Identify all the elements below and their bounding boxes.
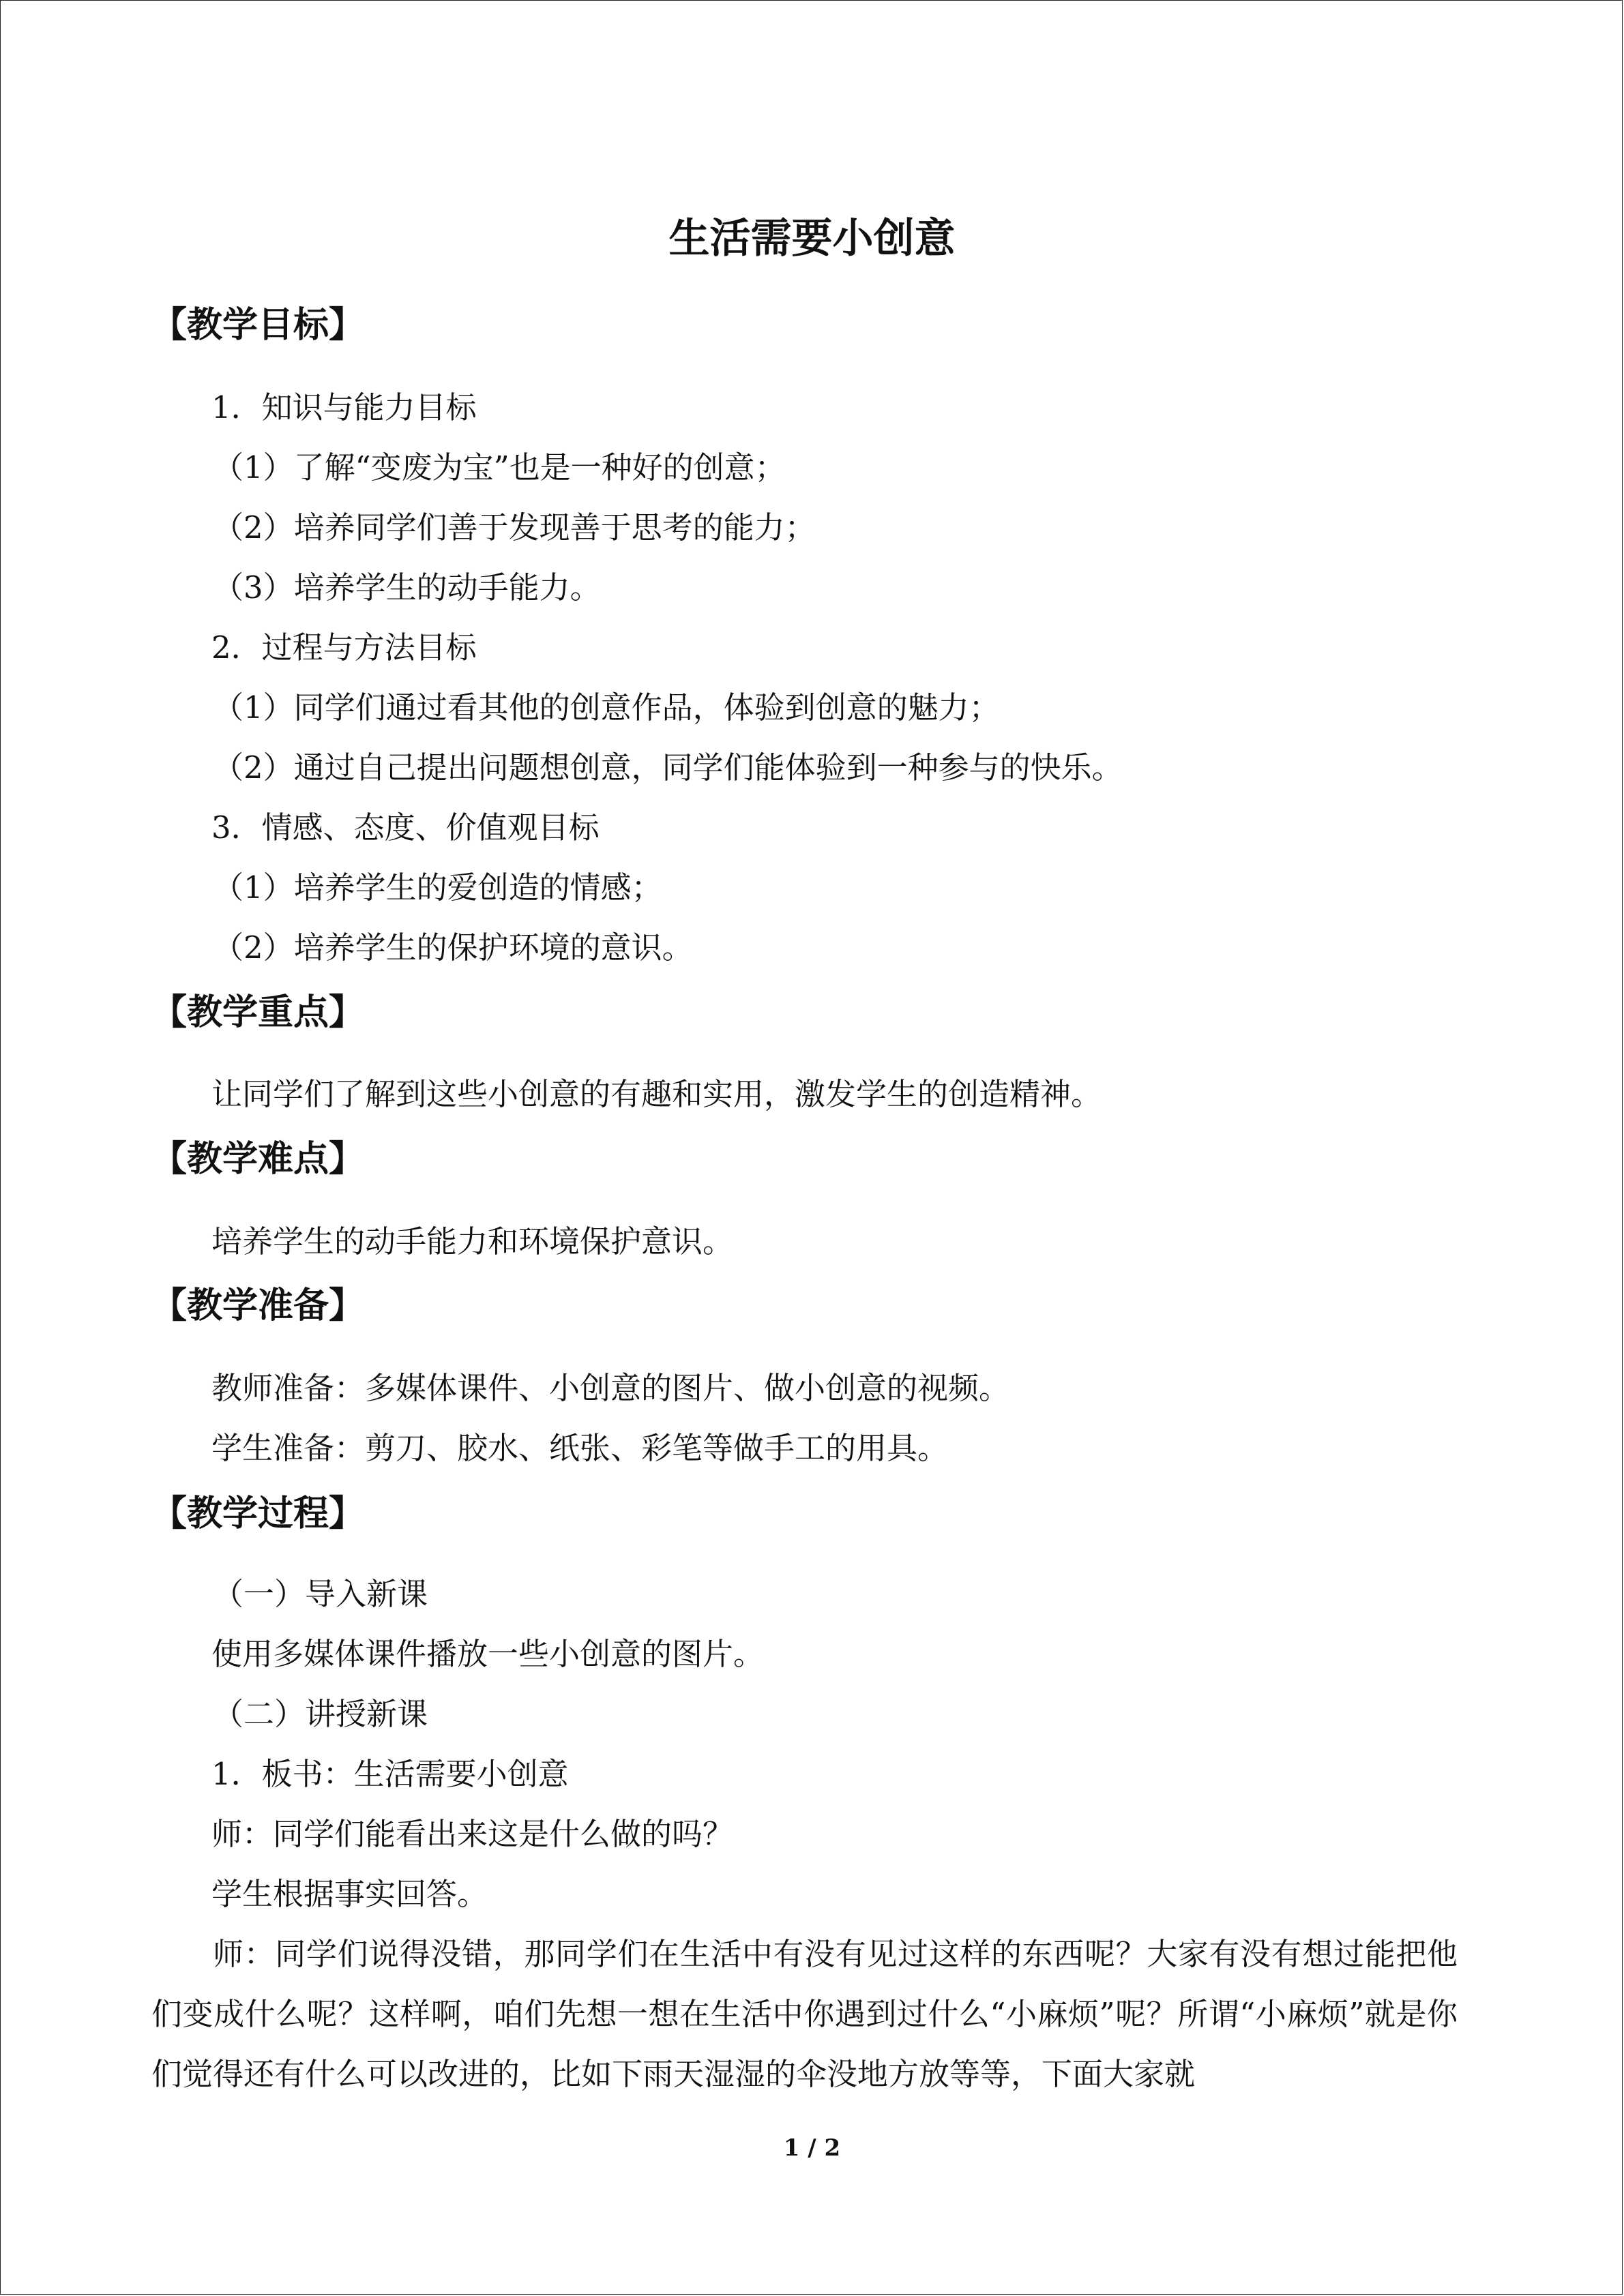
difficulty-line: 培养学生的动手能力和环境保护意识。 [211,1223,734,1259]
process-line: （一）导入新课 [213,1576,428,1612]
process-line: 师：同学们能看出来这是什么做的吗？ [211,1816,734,1852]
section-heading-difficulties: 【教学难点】 [151,1138,365,1180]
objective-line: （1）同学们通过看其他的创意作品，体验到创意的魅力； [213,689,1000,726]
page-number: 1 / 2 [783,2134,841,2162]
objective-line: （3）培养学生的动手能力。 [213,569,601,606]
preparation-line: 教师准备：多媒体课件、小创意的图片、做小创意的视频。 [211,1370,1010,1406]
process-line: （二）讲授新课 [213,1696,428,1732]
preparation-line: 学生准备：剪刀、胶水、纸张、彩笔等做手工的用具。 [211,1430,949,1466]
objective-line: 1．知识与能力目标 [211,389,477,426]
objective-line: 3．情感、态度、价值观目标 [211,809,600,846]
objective-line: 2．过程与方法目标 [211,629,477,666]
process-paragraph: 师：同学们说得没错，那同学们在生活中有没有见过这样的东西呢？大家有没有想过能把他们变成什么呢？这样啊，咱们先想一想在生活中你遇到过什么“小麻烦”呢？所谓“小麻烦”就是你们觉得还有什么可以改进的，比如下雨天湿湿的伞没地方放等等，下面大家就 [151,1936,1458,2092]
objective-line: （2）培养同学们善于发现善于思考的能力； [213,509,816,546]
section-heading-objectives: 【教学目标】 [151,304,365,346]
objective-line: （2）培养学生的保护环境的意识。 [213,929,693,966]
process-line: 学生根据事实回答。 [211,1876,488,1912]
document-title: 生活需要小创意 [668,215,956,263]
key-point-line: 让同学们了解到这些小创意的有趣和实用，激发学生的创造精神。 [211,1076,1102,1112]
section-heading-preparation: 【教学准备】 [151,1285,365,1326]
objective-line: （1）了解“变废为宝”也是一种好的创意； [213,449,786,486]
objective-line: （1）培养学生的爱创造的情感； [213,869,662,906]
objective-line: （2）通过自己提出问题想创意，同学们能体验到一种参与的快乐。 [213,749,1123,786]
section-heading-key-points: 【教学重点】 [151,992,365,1033]
process-line: 1．板书：生活需要小创意 [211,1756,569,1792]
section-heading-process: 【教学过程】 [151,1493,365,1534]
process-line: 使用多媒体课件播放一些小创意的图片。 [211,1636,765,1672]
